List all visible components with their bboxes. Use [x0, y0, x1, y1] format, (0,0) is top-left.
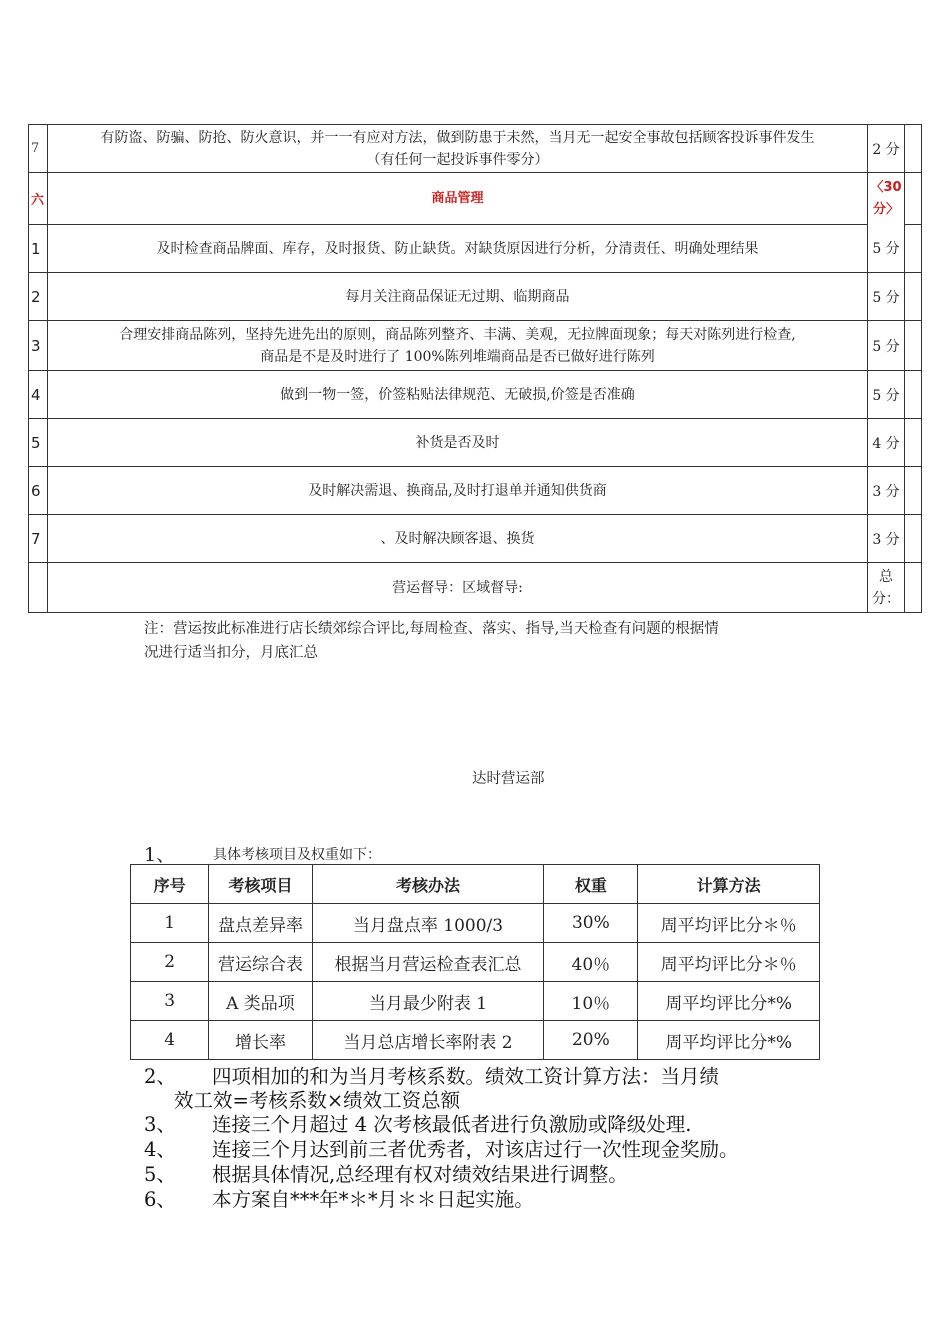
row-number: 4: [29, 371, 48, 419]
blank-cell: [905, 125, 922, 173]
table-header-row: [131, 865, 820, 904]
score-line: 分：: [872, 590, 900, 607]
blank-cell: [905, 467, 922, 515]
desc-line: 合理安排商品陈列，坚持先进先出的原则，商品陈列整齐、丰满、美观，无拉牌面现象；每天对陈列进行检查,: [119, 326, 796, 343]
note-line: 况进行适当扣分，月底汇总: [144, 645, 318, 661]
row-score: 5 分: [868, 371, 905, 419]
item-number: 1、: [144, 844, 176, 866]
table-row: [29, 371, 922, 419]
item-text: 连接三个月超过 4 次考核最低者进行负激励或降级处理.: [212, 1113, 692, 1136]
table-row: [131, 943, 820, 982]
row-description: 补货是否及时: [48, 419, 868, 467]
list-item: [144, 1162, 844, 1188]
row-number: 3: [29, 321, 48, 371]
department-name: 达时营运部: [472, 771, 545, 787]
row-score: 3 分: [868, 467, 905, 515]
table-cell: 2: [131, 943, 209, 982]
table-row: [131, 982, 820, 1021]
table-cell: 当月最少附表 1: [312, 982, 544, 1021]
table-cell: 周平均评比分*%: [638, 982, 820, 1021]
row-score: 3 分: [868, 515, 905, 563]
score-line: 总: [879, 568, 893, 585]
table-row: [131, 904, 820, 943]
assessment-table: [28, 124, 922, 613]
row-description: [48, 321, 868, 371]
list-item: [144, 1137, 844, 1163]
item-number: 2、: [144, 1065, 176, 1088]
column-header: 权重: [544, 865, 638, 904]
column-header: 考核办法: [312, 865, 544, 904]
section-row: [29, 173, 922, 225]
table-cell: 30%: [544, 904, 638, 943]
blank-cell: [905, 225, 922, 273]
item-text: 四项相加的和为当月考核系数。绩效工资计算方法：当月绩: [212, 1065, 720, 1088]
score-line: 分〉: [872, 201, 899, 217]
table-cell: 当月总店增长率附表 2: [312, 1021, 544, 1060]
desc-line: （有任何一起投诉事件零分）: [366, 151, 549, 168]
section-number: 六: [29, 173, 48, 225]
row-score: 5 分: [868, 321, 905, 371]
table-cell: 盘点差异率: [209, 904, 312, 943]
row-score: 5 分: [868, 225, 905, 273]
row-description: 及时检查商品牌面、库存，及时报货、防止缺货。对缺货原因进行分析，分清责任、明确处理结果: [48, 225, 868, 273]
table-row: [29, 467, 922, 515]
table-cell: 1: [131, 904, 209, 943]
blank-cell: [905, 173, 922, 225]
table-cell: 营运综合表: [209, 943, 312, 982]
row-description: 及时解决需退、换商品,及时打退单并通知供货商: [48, 467, 868, 515]
table-row: [131, 1021, 820, 1060]
row-description: 做到一物一签，价签粘贴法律规范、无破损,价签是否准确: [48, 371, 868, 419]
table-cell: 20%: [544, 1021, 638, 1060]
footer-row: [29, 563, 922, 613]
blank-cell: [905, 515, 922, 563]
table-row: [29, 321, 922, 371]
item-number: 4、: [144, 1138, 176, 1161]
list-item: [144, 1112, 844, 1138]
table-cell: 周平均评比分*%: [638, 1021, 820, 1060]
column-header: 计算方法: [638, 865, 820, 904]
blank-cell: [905, 419, 922, 467]
table-row: [29, 125, 922, 173]
row-number: 7: [29, 125, 48, 173]
table-cell: 增长率: [209, 1021, 312, 1060]
table-cell: 周平均评比分＊％: [638, 904, 820, 943]
item-text: 连接三个月达到前三者优秀者，对该店过行一次性现金奖励。: [212, 1138, 739, 1161]
table-row: [29, 419, 922, 467]
item-number: 3、: [144, 1113, 176, 1136]
column-header: 序号: [131, 865, 209, 904]
supervisor-signature-line: 营运督导：区域督导:: [48, 563, 868, 613]
item-text: 本方案自***年*＊*月＊＊日起实施。: [212, 1188, 534, 1211]
note-line: 注：营运按此标准进行店长绩郊综合评比,每周检查、落实、指导,当天检查有问题的根据情: [144, 621, 719, 637]
score-line: 〈30: [870, 179, 902, 195]
blank-cell: [905, 371, 922, 419]
row-number: 1: [29, 225, 48, 273]
item-number: 6、: [144, 1188, 176, 1211]
item-text: 根据具体情况,总经理有权对绩效结果进行调整。: [212, 1163, 628, 1186]
column-header: 考核项目: [209, 865, 312, 904]
total-score-label: [868, 563, 905, 613]
table-cell: A 类品项: [209, 982, 312, 1021]
desc-line: 商品是不是及时进行了 100%陈列堆端商品是否已做好进行陈列: [260, 348, 655, 365]
table-row: [29, 273, 922, 321]
row-number: 7: [29, 515, 48, 563]
row-score: 5 分: [868, 273, 905, 321]
table-cell: 周平均评比分＊％: [638, 943, 820, 982]
item-number: 5、: [144, 1163, 176, 1186]
note-text: [144, 617, 824, 665]
row-description: 、及时解决顾客退、换货: [48, 515, 868, 563]
row-description: [48, 125, 868, 173]
table-cell: 当月盘点率 1000/3: [312, 904, 544, 943]
section-score: [868, 173, 905, 225]
row-number: 5: [29, 419, 48, 467]
row-score: 4 分: [868, 419, 905, 467]
blank-cell: [905, 273, 922, 321]
table-cell: 40％: [544, 943, 638, 982]
row-number: 6: [29, 467, 48, 515]
row-score: 2 分: [868, 125, 905, 173]
list-item: [144, 1064, 844, 1116]
blank-cell: [905, 321, 922, 371]
weights-table: [130, 864, 820, 1060]
table-row: [29, 515, 922, 563]
table-cell: 根据当月营运检查表汇总: [312, 943, 544, 982]
item-text: 具体考核项目及权重如下：: [213, 847, 381, 863]
blank-cell: [29, 563, 48, 613]
row-number: 2: [29, 273, 48, 321]
list-item: [144, 1187, 844, 1213]
section-title: 商品管理: [48, 173, 868, 225]
item-text-continued: 效工效=考核系数×绩效工资总额: [174, 1089, 461, 1112]
table-cell: 10％: [544, 982, 638, 1021]
row-description: 每月关注商品保证无过期、临期商品: [48, 273, 868, 321]
table-cell: 3: [131, 982, 209, 1021]
table-row: [29, 225, 922, 273]
blank-cell: [905, 563, 922, 613]
table-cell: 4: [131, 1021, 209, 1060]
desc-line: 有防盗、防骗、防抢、防火意识，并一一有应对方法，做到防患于未然，当月无一起安全事故包括顾客投诉事件发生: [100, 129, 815, 146]
